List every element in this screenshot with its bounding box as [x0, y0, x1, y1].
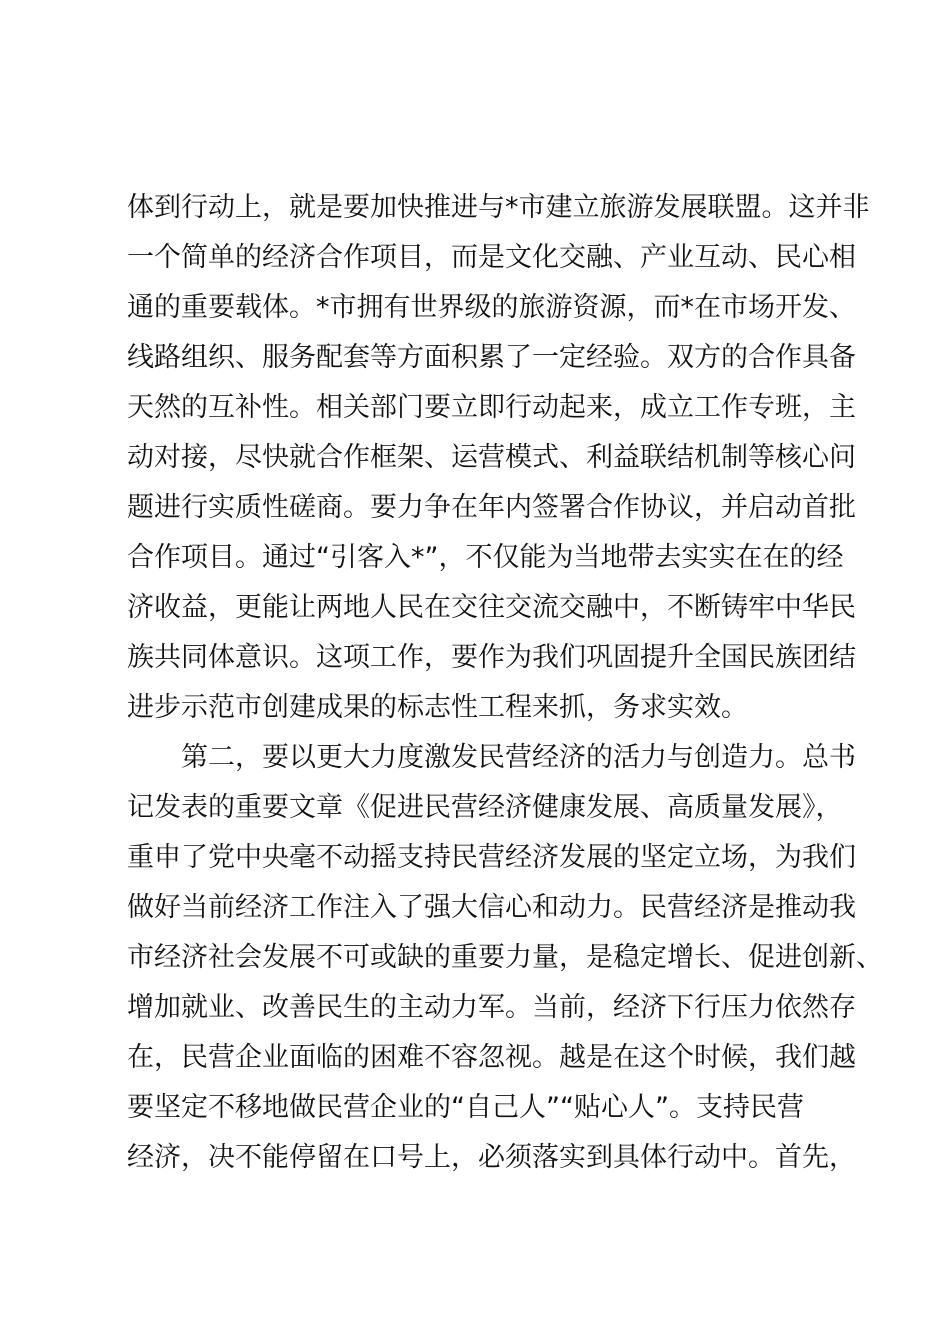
- paragraph-2: [127, 733, 887, 1183]
- text-line: 一个简单的经济合作项目，而是文化交融、产业互动、民心相: [127, 242, 856, 273]
- text-line: 重申了党中央毫不动摇支持民营经济发展的坚定立场，为我们: [127, 842, 856, 873]
- text-line: 增加就业、改善民生的主动力军。当前，经济下行压力依然存: [127, 992, 856, 1023]
- text-line: 体到行动上，就是要加快推进与*市建立旅游发展联盟。这并非: [127, 192, 870, 223]
- text-line: 在，民营企业面临的困难不容忽视。越是在这个时候，我们越: [127, 1042, 856, 1073]
- text-line: 要坚定不移地做民营企业的“自己人”“贴心人”。支持民营: [127, 1092, 804, 1123]
- document-body: [127, 183, 887, 1183]
- text-line: 动对接，尽快就合作框架、运营模式、利益联结机制等核心问: [127, 442, 856, 473]
- paragraph-1: [127, 183, 887, 733]
- text-line: 记发表的重要文章《促进民营经济健康发展、高质量发展》，: [127, 792, 843, 823]
- text-line: 天然的互补性。相关部门要立即行动起来，成立工作专班，主: [127, 392, 856, 423]
- text-line: 进步示范市创建成果的标志性工程来抓，务求实效。: [127, 692, 748, 723]
- text-line: 线路组织、服务配套等方面积累了一定经验。双方的合作具备: [127, 342, 856, 373]
- text-line: 合作项目。通过“引客入*”，不仅能为当地带去实实在在的经: [127, 542, 844, 573]
- text-line: 做好当前经济工作注入了强大信心和动力。民营经济是推动我: [127, 892, 856, 923]
- text-line: 通的重要载体。*市拥有世界级的旅游资源，而*在市场开发、: [127, 292, 856, 323]
- text-line: 市经济社会发展不可或缺的重要力量，是稳定增长、促进创新、: [127, 942, 883, 973]
- text-line: 经济，决不能停留在口号上，必须落实到具体行动中。首先，: [127, 1142, 856, 1173]
- text-line-indented: 第二，要以更大力度激发民营经济的活力与创造力。总书: [181, 742, 856, 773]
- text-line: 族共同体意识。这项工作，要作为我们巩固提升全国民族团结: [127, 642, 856, 673]
- text-line: 济收益，更能让两地人民在交往交流交融中，不断铸牢中华民: [127, 592, 856, 623]
- text-line: 题进行实质性磋商。要力争在年内签署合作协议，并启动首批: [127, 492, 856, 523]
